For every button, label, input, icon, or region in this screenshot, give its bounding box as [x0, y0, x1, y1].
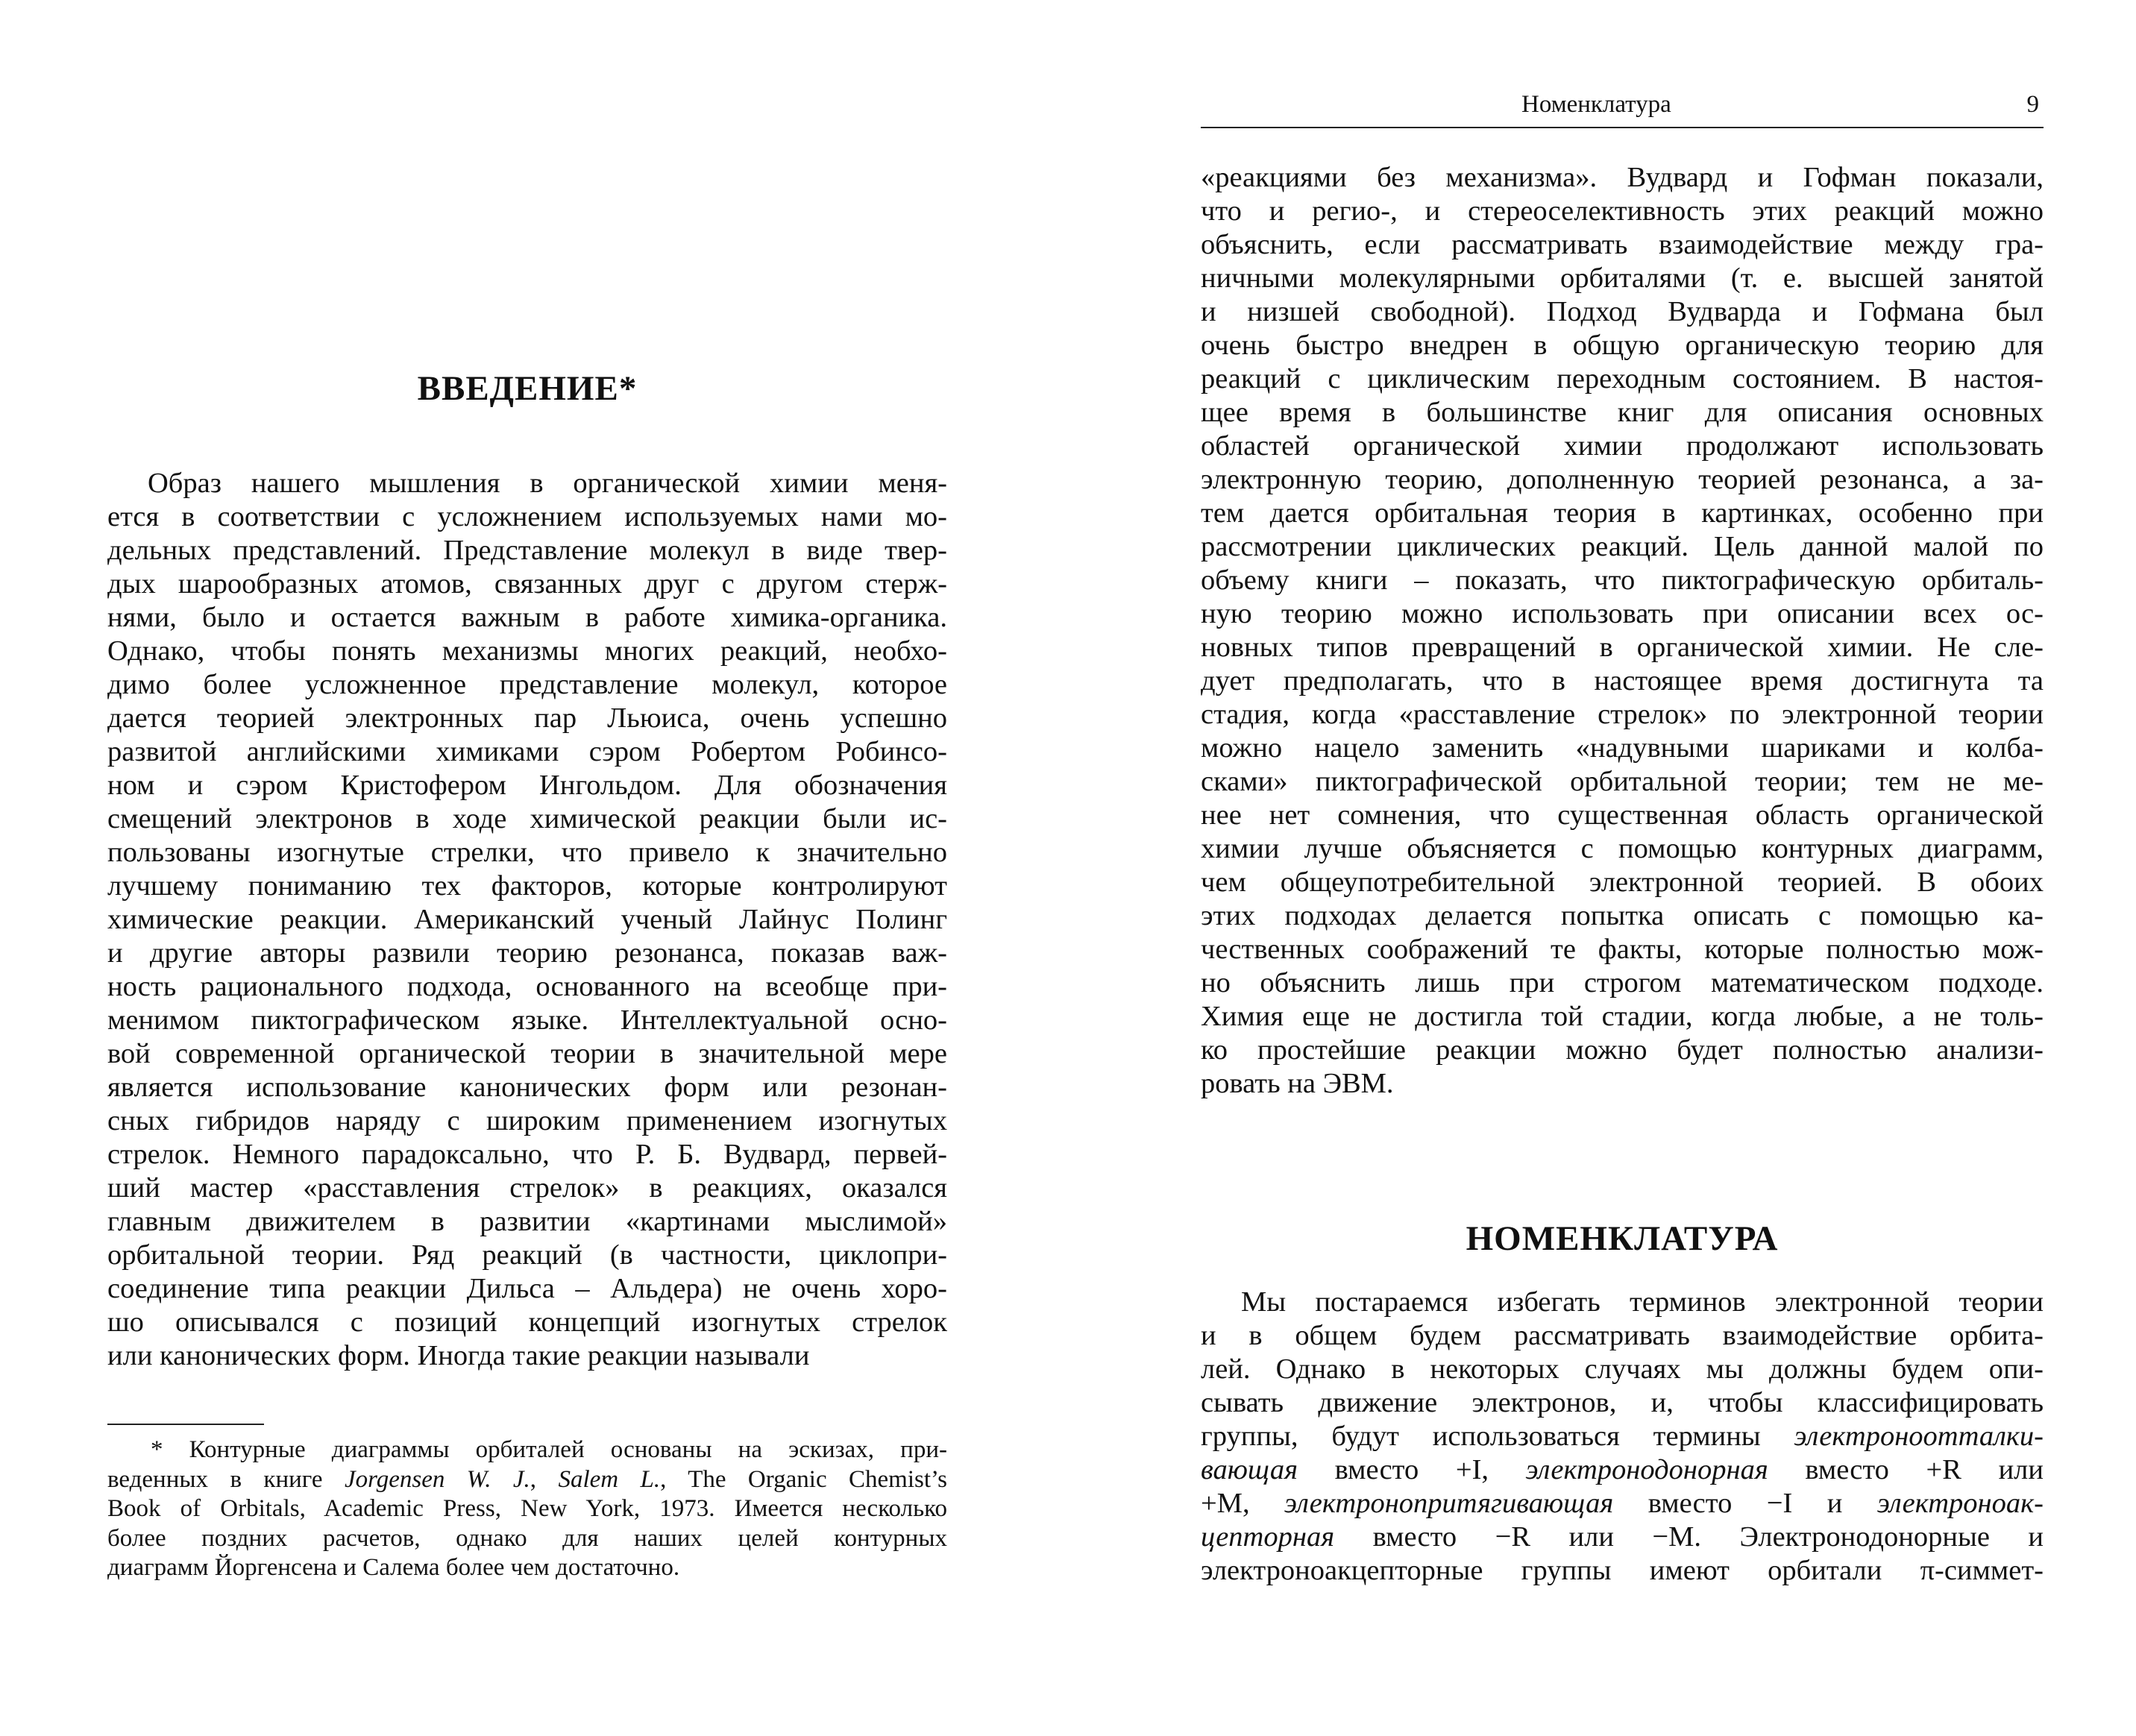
footnote-rule	[107, 1424, 264, 1425]
text-line: этих подходах делается попытка описать с помощью ка-	[1201, 900, 2044, 931]
text-line: ко простейшие реакции можно будет полностью анализи-	[1201, 1034, 2044, 1066]
text-line: сывать движение электронов, и, чтобы классифицировать	[1201, 1387, 2044, 1418]
footnote-line: диаграмм Йоргенсена и Салема более чем достаточно.	[107, 1554, 680, 1582]
text-line: объему книги – показать, что пиктографическую орбиталь-	[1201, 564, 2044, 596]
text-line: химические реакции. Американский ученый Лайнус Полинг	[107, 904, 947, 935]
text-line: Химия еще не достигла той стадии, когда любые, а не толь-	[1201, 1001, 2044, 1032]
text-line: но объяснить лишь при строгом математическом подходе.	[1201, 967, 2044, 998]
text-line: химии лучше объясняется с помощью контурных диаграмм,	[1201, 833, 2044, 864]
text-line: орбитальной теории. Ряд реакций (в частности, циклопри-	[107, 1239, 947, 1271]
text-line: цепторная вместо −R или −M. Электронодонорные и	[1201, 1521, 2044, 1553]
text-line: «реакциями без механизма». Вудвард и Гофман показали,	[1201, 162, 2044, 193]
text-line: соединение типа реакции Дильса – Альдера) не очень хоро-	[107, 1273, 947, 1304]
text-line: и низшей свободной). Подход Вудварда и Гофмана был	[1201, 296, 2044, 327]
text-line: или канонических форм. Иногда такие реакции называли	[107, 1340, 810, 1371]
text-line: сных гибридов наряду с широким применением изогнутых	[107, 1105, 947, 1136]
text-line: тем дается орбитальная теория в картинках, особенно при	[1201, 497, 2044, 529]
text-line: ную теорию можно использовать при описании всех ос-	[1201, 598, 2044, 629]
text-line: дых шарообразных атомов, связанных друг с другом стерж-	[107, 568, 947, 600]
text-line: реакций с циклическим переходным состоянием. В настоя-	[1201, 363, 2044, 394]
text-line: нее нет сомнения, что существенная область органической	[1201, 799, 2044, 831]
page-number: 9	[2026, 91, 2039, 118]
text-line: объяснить, если рассматривать взаимодействие между гра-	[1201, 229, 2044, 260]
text-line: стадия, когда «расставление стрелок» по электронной теории	[1201, 699, 2044, 730]
text-line: областей органической химии продолжают использовать	[1201, 430, 2044, 462]
text-line: дается теорией электронных пар Льюиса, очень успешно	[107, 702, 947, 734]
text-line: вой современной органической теории в значительной мере	[107, 1038, 947, 1069]
text-line: лей. Однако в некоторых случаях мы должны будем опи-	[1201, 1353, 2044, 1385]
text-line: димо более усложненное представление молекул, которое	[107, 669, 947, 700]
text-line: пользованы изогнутые стрелки, что привело к значительно	[107, 837, 947, 868]
continuation-body	[1201, 161, 2044, 1101]
text-line: очень быстро внедрен в общую органическую теорию для	[1201, 330, 2044, 361]
text-line: рассмотрении циклических реакций. Цель данной малой по	[1201, 531, 2044, 562]
text-line: шо описывался с позиций концепций изогнутых стрелок	[107, 1306, 947, 1338]
text-line: и в общем будем рассматривать взаимодействие орбита-	[1201, 1320, 2044, 1351]
text-line: +M, электронопритягивающая вместо −I и электроноак-	[1201, 1488, 2044, 1519]
footnote-line: * Контурные диаграммы орбиталей основаны на эскизах, при-	[151, 1436, 947, 1463]
text-line: ном и сэром Кристофером Ингольдом. Для обозначения	[107, 770, 947, 801]
text-line: щее время в большинстве книг для описания основных	[1201, 397, 2044, 428]
text-line: электроноакцепторные группы имеют орбитали π-симмет-	[1201, 1555, 2044, 1586]
nomenclature-heading: НОМЕНКЛАТУРА	[1466, 1219, 1779, 1258]
text-line: сками» пиктографической орбитальной теории; тем не ме-	[1201, 766, 2044, 797]
text-line: группы, будут использоваться термины электроноотталки-	[1201, 1421, 2044, 1452]
nomenclature-body	[1201, 1286, 2044, 1588]
text-line: нями, было и остается важным в работе химика-органика.	[107, 602, 947, 633]
text-line: главным движителем в развитии «картинами мыслимой»	[107, 1206, 947, 1237]
right-page	[1068, 0, 2136, 1736]
text-line: и другие авторы развили теорию резонанса, показав важ-	[107, 937, 947, 969]
text-line: ший мастер «расставления стрелок» в реакциях, оказался	[107, 1172, 947, 1204]
footnote-line: более поздних расчетов, однако для наших целей контурных	[107, 1524, 947, 1552]
footnote	[107, 1435, 947, 1583]
text-line: ничными молекулярными орбиталями (т. е. высшей занятой	[1201, 262, 2044, 294]
running-head	[1201, 88, 2044, 128]
introduction-body	[107, 467, 947, 1373]
text-line: дует предполагать, что в настоящее время достигнута та	[1201, 665, 2044, 696]
text-line: можно нацело заменить «надувными шариками и колба-	[1201, 732, 2044, 764]
text-line: развитой английскими химиками сэром Робертом Робинсо-	[107, 736, 947, 767]
text-line: менимом пиктографическом языке. Интеллектуальной осно-	[107, 1004, 947, 1036]
text-line: стрелок. Немного парадоксально, что Р. Б. Вудвард, первей-	[107, 1139, 947, 1170]
text-line: новных типов превращений в органической химии. Не сле-	[1201, 632, 2044, 663]
text-line: лучшему пониманию тех факторов, которые контролируют	[107, 870, 947, 902]
text-line: что и регио-, и стереоселективность этих реакций можно	[1201, 195, 2044, 227]
text-line: дельных представлений. Представление молекул в виде твер-	[107, 535, 947, 566]
introduction-heading: ВВЕДЕНИЕ*	[417, 369, 638, 408]
text-line: ность рационального подхода, основанного на всеобще при-	[107, 971, 947, 1002]
text-line: вающая вместо +I, электронодонорная вместо +R или	[1201, 1454, 2044, 1485]
text-line: Однако, чтобы понять механизмы многих реакций, необхо-	[107, 635, 947, 667]
text-line: чественных соображений те факты, которые полностью мож-	[1201, 934, 2044, 965]
text-line: смещений электронов в ходе химической реакции были ис-	[107, 803, 947, 834]
text-line: Образ нашего мышления в органической химии меня-	[148, 468, 947, 499]
footnote-line: веденных в книге Jorgensen W. J., Salem L., The Organic Chemist’s	[107, 1465, 948, 1493]
footnote-line: Book of Orbitals, Academic Press, New York, 1973. Имеется несколько	[107, 1495, 947, 1523]
text-line: Мы постараемся избегать терминов электронной теории	[1241, 1286, 2044, 1318]
text-line: чем общеупотребительной электронной теорией. В обоих	[1201, 867, 2044, 898]
text-line: ровать на ЭВМ.	[1201, 1068, 1394, 1099]
text-line: ется в соответствии с усложнением используемых нами мо-	[107, 501, 947, 532]
running-head-title: Номенклатура	[1521, 91, 1671, 118]
text-line: является использование канонических форм или резонан-	[107, 1072, 947, 1103]
text-line: электронную теорию, дополненную теорией резонанса, а за-	[1201, 464, 2044, 495]
